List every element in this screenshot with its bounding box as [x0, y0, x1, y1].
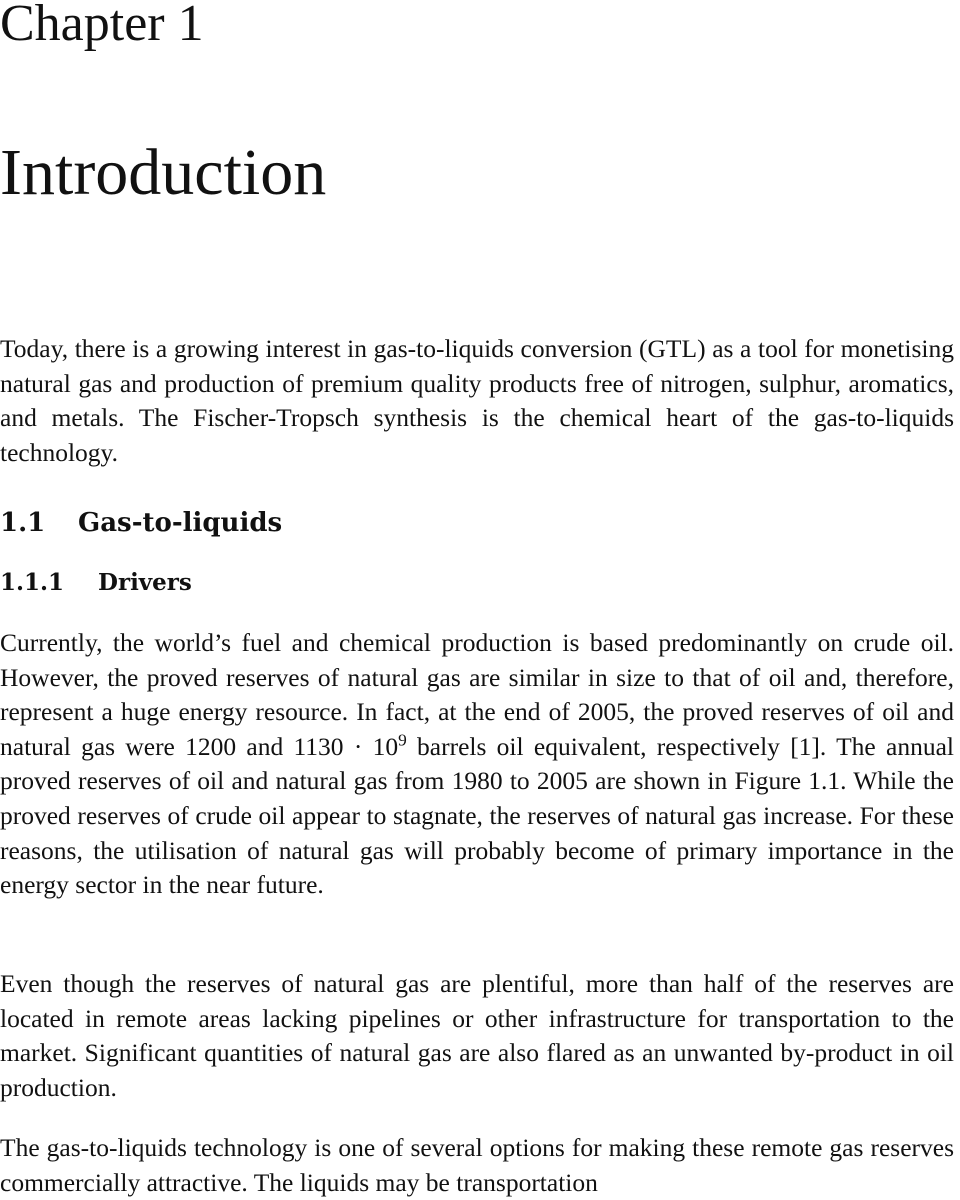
drivers-text-part-2: barrels oil equivalent, respectively [1]. The annual proved reserves of oil and natural gas from 1980 to 2005 are shown in Figure 1.1. While the proved reserves of crude oil appear to stagnate, the reserves of natural gas increase. For these reasons, the utilisation of natural gas will probably become of primary importance in the energy sector in the near future. — [0, 731, 954, 900]
section-title: Gas-to-liquids — [78, 508, 283, 538]
section-heading — [0, 505, 282, 541]
subsection-heading — [0, 567, 192, 599]
chapter-label: Chapter 1 — [0, 0, 204, 52]
drivers-paragraph — [0, 626, 954, 903]
chapter-title: Introduction — [0, 136, 327, 209]
subsection-number: 1.1.1 — [0, 569, 65, 596]
section-number: 1.1 — [0, 508, 46, 538]
intro-paragraph: Today, there is a growing interest in gas-to-liquids conversion (GTL) as a tool for monetising natural gas and production of premium quality products free of nitrogen, sulphur, aromatics, and metals. The Fischer-Tropsch synthesis is the chemical heart of the gas-to-liquids technology. — [0, 334, 954, 467]
remote-reserves-paragraph: Even though the reserves of natural gas are plentiful, more than half of the reserves are located in remote areas lacking pipelines or other infrastructure for transportation to the market. Significant quantities of natural gas are also flared as an unwanted by-product in oil production. — [0, 969, 954, 1102]
drivers-text-part-1: Currently, the world’s fuel and chemical production is based predominantly on crude oil. However, the proved reserves of natural gas are similar in size to that of oil and, therefore, represent a huge energy resource. In fact, at the end of 2005, the proved reserves of oil and natural gas were 1200 and 1130 · 10 — [0, 628, 954, 761]
subsection-title: Drivers — [98, 569, 192, 596]
gtl-options-paragraph: The gas-to-liquids technology is one of several options for making these remote gas reserves commercially attractive. The liquids may be transportation — [0, 1133, 954, 1197]
exponent: 9 — [398, 730, 407, 750]
